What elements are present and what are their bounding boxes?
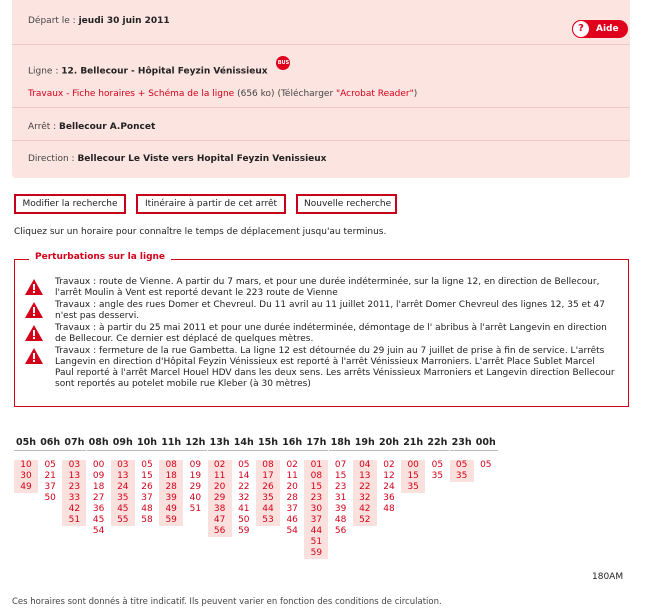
departure-time-link[interactable]: 28 (165, 482, 177, 492)
minutes-list (304, 460, 328, 559)
journey-info-panel (12, 0, 630, 178)
departure-time-link[interactable]: 08 (165, 460, 177, 470)
hour-label: 14h (232, 436, 256, 451)
departure-time-link[interactable]: 09 (92, 471, 105, 481)
departure-time-link[interactable]: 41 (238, 504, 250, 514)
hour-column (87, 436, 111, 537)
perturbation-text: Travaux : angle des rues Domer et Chevreul. Du 11 avril au 11 juillet 2011, l'arrêt Domer Chevreul des lignes 12, 35 et 47 n'est pas desservi. (55, 300, 605, 321)
departure-time-link[interactable]: 51 (310, 537, 323, 547)
perturbation-text: Travaux : à partir du 25 mai 2011 et pour une durée indéterminée, démontage de l' abribus à l'arrêt Langevin en direction de Bellecour. Ce dernier est déplacé de quelques mètres. (55, 323, 607, 344)
hour-label: 09h (111, 436, 135, 451)
departure-time-link[interactable]: 18 (165, 471, 177, 481)
departure-time-link[interactable]: 48 (141, 504, 153, 514)
divider (12, 44, 630, 45)
departure-time-link[interactable]: 23 (334, 482, 347, 492)
departure-time-link[interactable]: 59 (165, 515, 177, 525)
departure-time-link[interactable]: 05 (44, 460, 56, 470)
departure-time-link[interactable]: 05 (455, 460, 468, 470)
help-icon: ? (572, 20, 590, 38)
nouvelle-recherche-button[interactable]: Nouvelle recherche (296, 194, 397, 214)
departure-time-link[interactable]: 13 (68, 471, 81, 481)
departure-time-link[interactable]: 00 (407, 460, 419, 470)
minutes-list (256, 460, 280, 526)
departure-time-link[interactable]: 28 (286, 493, 298, 503)
departure-time-link[interactable]: 17 (262, 471, 274, 481)
departure-time-link[interactable]: 32 (238, 493, 250, 503)
departure-time-link[interactable]: 18 (92, 482, 105, 492)
aide-label: Aide (596, 24, 619, 34)
departure-time-link[interactable]: 37 (286, 504, 298, 514)
minutes-list (425, 460, 449, 482)
travaux-size: (656 ko) (237, 89, 275, 99)
departure-time-link[interactable]: 29 (189, 482, 202, 492)
departure-time-link[interactable]: 45 (117, 504, 129, 514)
departure-time-link[interactable]: 02 (286, 460, 298, 470)
hour-column (304, 436, 328, 559)
departure-time-link[interactable]: 50 (44, 493, 56, 503)
hour-column (256, 436, 280, 526)
departure-time-link[interactable]: 37 (44, 482, 56, 492)
departure-time-link[interactable]: 21 (44, 471, 56, 481)
hour-label: 10h (135, 436, 159, 451)
departure-time-link[interactable]: 03 (117, 460, 129, 470)
departure-time-link[interactable]: 58 (141, 515, 153, 525)
departure-time-link[interactable]: 48 (334, 515, 347, 525)
depart-label: Départ le : (28, 16, 76, 26)
minutes-list (232, 460, 256, 537)
departure-time-link[interactable]: 05 (480, 460, 492, 470)
hour-column (183, 436, 207, 515)
departure-time-link[interactable]: 35 (455, 471, 468, 481)
departure-time-link[interactable]: 44 (262, 504, 274, 514)
departure-time-link[interactable]: 13 (359, 471, 371, 481)
warning-icon (25, 302, 43, 318)
departure-time-link[interactable]: 03 (68, 460, 81, 470)
schedule-code: 180AM (592, 572, 624, 582)
hour-label: 08h (87, 436, 111, 451)
footer-note: Ces horaires sont donnés à titre indicatif. Ils peuvent varier en fonction des conditions de circulation. (12, 597, 442, 607)
departure-time-link[interactable]: 59 (238, 526, 250, 536)
departure-time-link[interactable]: 40 (189, 493, 202, 503)
departure-time-link[interactable]: 23 (68, 482, 81, 492)
departure-time-link[interactable]: 22 (359, 482, 371, 492)
hour-column (425, 436, 449, 482)
departure-time-link[interactable]: 52 (359, 515, 371, 525)
departure-time-link[interactable]: 09 (189, 460, 202, 470)
hour-column (377, 436, 401, 515)
aide-button[interactable] (572, 20, 628, 38)
hour-column (401, 436, 425, 493)
departure-time-link[interactable]: 12 (383, 471, 395, 481)
hour-column (208, 436, 232, 537)
hour-label: 16h (280, 436, 304, 451)
departure-time-link[interactable]: 37 (141, 493, 153, 503)
departure-time-link[interactable]: 42 (359, 504, 371, 514)
arret-name: Bellecour A.Poncet (59, 122, 156, 132)
hour-column (329, 436, 353, 537)
departure-time-link[interactable]: 13 (117, 471, 129, 481)
departure-time-link[interactable]: 11 (213, 471, 226, 481)
hour-column (135, 436, 159, 526)
hour-column (159, 436, 183, 526)
ligne-row (28, 60, 290, 78)
departure-time-link[interactable]: 14 (238, 471, 250, 481)
travaux-row (28, 89, 417, 99)
hour-label: 12h (183, 436, 207, 451)
minutes-list (208, 460, 232, 537)
hint-text: Cliquez sur un horaire pour connaître le temps de déplacement jusqu'au terminus. (14, 227, 387, 237)
departure-time-link[interactable]: 39 (334, 504, 347, 514)
direction-row (28, 154, 326, 164)
hour-label: 19h (353, 436, 377, 451)
hour-label: 15h (256, 436, 280, 451)
perturbations-box (14, 252, 629, 407)
warning-icon (25, 279, 43, 295)
departure-time-link[interactable]: 20 (213, 482, 226, 492)
departure-time-link[interactable]: 22 (238, 482, 250, 492)
minutes-list (353, 460, 377, 526)
departure-time-link[interactable]: 20 (286, 482, 298, 492)
departure-time-link[interactable]: 36 (92, 504, 105, 514)
hour-label: 13h (208, 436, 232, 451)
departure-time-link[interactable]: 35 (117, 493, 129, 503)
departure-time-link[interactable]: 56 (334, 526, 347, 536)
hour-column (38, 436, 62, 504)
minutes-list (159, 460, 183, 526)
departure-time-link[interactable]: 24 (383, 482, 395, 492)
minutes-list (280, 460, 304, 537)
hour-label: 21h (401, 436, 425, 451)
departure-time-link[interactable]: 35 (262, 493, 274, 503)
hour-label: 07h (62, 436, 86, 451)
divider (12, 107, 630, 108)
departure-time-link[interactable]: 56 (213, 526, 226, 536)
departure-time-link[interactable]: 54 (286, 526, 298, 536)
departure-time-link[interactable]: 15 (310, 482, 323, 492)
perturbations-title: Perturbations sur la ligne (29, 252, 171, 262)
arret-label: Arrêt : (28, 122, 57, 132)
departure-time-link[interactable]: 08 (310, 471, 323, 481)
departure-time-link[interactable]: 19 (189, 471, 202, 481)
hour-column (232, 436, 256, 537)
departure-time-link[interactable]: 07 (334, 460, 347, 470)
departure-time-link[interactable]: 10 (20, 460, 32, 470)
hour-column (450, 436, 474, 482)
departure-time-link[interactable]: 30 (20, 471, 32, 481)
modifier-recherche-button[interactable]: Modifier la recherche (14, 194, 126, 214)
departure-time-link[interactable]: 55 (117, 515, 129, 525)
hour-column (474, 436, 498, 471)
departure-time-link[interactable]: 39 (165, 493, 177, 503)
hour-label: 17h (304, 436, 328, 451)
departure-time-link[interactable]: 32 (359, 493, 371, 503)
departure-time-link[interactable]: 53 (262, 515, 274, 525)
warning-icon (25, 348, 43, 364)
departure-time-link[interactable]: 51 (68, 515, 81, 525)
minutes-list (135, 460, 159, 526)
minutes-list (62, 460, 86, 526)
hour-label: 18h (329, 436, 353, 451)
departure-time-link[interactable]: 29 (213, 493, 226, 503)
hour-column (14, 436, 38, 493)
travaux-link[interactable]: Travaux - Fiche horaires + Schéma de la ligne (28, 89, 235, 99)
warning-icon (25, 325, 43, 341)
hour-label: 00h (474, 436, 498, 451)
departure-time-link[interactable]: 27 (92, 493, 105, 503)
departure-time-link[interactable]: 42 (68, 504, 81, 514)
download-suffix: ) (413, 89, 418, 99)
hour-label: 06h (38, 436, 62, 451)
departure-time-link[interactable]: 05 (431, 460, 444, 470)
hour-label: 23h (450, 436, 474, 451)
hour-column (280, 436, 304, 537)
minutes-list (87, 460, 111, 537)
departure-time-link[interactable]: 35 (407, 482, 419, 492)
departure-time-link[interactable]: 59 (310, 548, 323, 558)
departure-time-link[interactable]: 01 (310, 460, 323, 470)
departure-time-link[interactable]: 26 (262, 482, 274, 492)
departure-time-link[interactable]: 15 (407, 471, 419, 481)
departure-time-link[interactable]: 36 (383, 493, 395, 503)
departure-time-link[interactable]: 00 (92, 460, 105, 470)
ligne-label: Ligne : (28, 66, 59, 77)
direction-label: Direction : (28, 154, 75, 164)
departure-time-link[interactable]: 24 (117, 482, 129, 492)
hour-column (111, 436, 135, 526)
departure-time-link[interactable]: 47 (213, 515, 226, 525)
hour-label: 22h (425, 436, 449, 451)
divider (12, 140, 630, 141)
direction-name: Bellecour Le Viste vers Hopital Feyzin Venissieux (77, 154, 327, 164)
departure-time-link[interactable]: 35 (431, 471, 444, 481)
departure-time-link[interactable]: 50 (238, 515, 250, 525)
hour-label: 11h (159, 436, 183, 451)
departure-time-link[interactable]: 38 (213, 504, 226, 514)
departure-time-link[interactable]: 11 (286, 471, 298, 481)
hour-column (62, 436, 86, 526)
departure-time-link[interactable]: 15 (141, 471, 153, 481)
departure-time-link[interactable]: 48 (383, 504, 395, 514)
minutes-list (183, 460, 207, 515)
departure-time-link[interactable]: 02 (213, 460, 226, 470)
departure-time-link[interactable]: 08 (262, 460, 274, 470)
departure-time-link[interactable]: 04 (359, 460, 371, 470)
departure-time-link[interactable]: 02 (383, 460, 395, 470)
minutes-list (377, 460, 401, 515)
ligne-name: 12. Bellecour - Hôpital Feyzin Vénissieux (61, 66, 268, 77)
departure-time-link[interactable]: 05 (141, 460, 153, 470)
arret-row (28, 122, 155, 132)
minutes-list (38, 460, 62, 504)
departure-time-link[interactable]: 30 (310, 504, 323, 514)
acrobat-link[interactable]: "Acrobat Reader" (336, 89, 414, 99)
minutes-list (474, 460, 498, 471)
departure-time-link[interactable]: 31 (334, 493, 347, 503)
minutes-list (111, 460, 135, 526)
perturbation-text: Travaux : route de Vienne. A partir du 7 mars, et pour une durée indéterminée, sur la ligne 12, en direction de Bellecour, l'arrêt Moulin à Vent est reporté devant le 223 route de Vienne (55, 277, 600, 298)
hour-column (353, 436, 377, 526)
departure-time-link[interactable]: 49 (20, 482, 32, 492)
perturbation-text: Travaux : fermeture de la rue Gambetta. La ligne 12 est détournée du 29 juin au 7 juillet de prise à fin de service. L'arrêts Langevin en direction d'Hôpital Feyzin Vénissieux est reporté à l'arrêt Vénissieux Marroniers. L'arrêt Place Sublet Marcel Paul reporté à l'arrêt Marcel Houel HDV dans les deux sens. Les arrêts Vénissieux Marroniers et Langevin direction Bellecour sont reportés au potelet mobile rue Kleber (à 30 mètres) (55, 346, 615, 389)
departure-time-link[interactable]: 23 (310, 493, 323, 503)
departure-time-link[interactable]: 46 (286, 515, 298, 525)
departure-time-link[interactable]: 05 (238, 460, 250, 470)
minutes-list (401, 460, 425, 493)
departure-time-link[interactable]: 49 (165, 504, 177, 514)
departure-time-link[interactable]: 44 (310, 526, 323, 536)
hour-label: 20h (377, 436, 401, 451)
minutes-list (14, 460, 38, 493)
departure-time-link[interactable]: 33 (68, 493, 81, 503)
minutes-list (329, 460, 353, 537)
departure-time-link[interactable]: 54 (92, 526, 105, 536)
bus-icon: BUS (276, 56, 290, 70)
hour-label: 05h (14, 436, 38, 451)
depart-date: jeudi 30 juin 2011 (78, 16, 170, 26)
departure-time-link[interactable]: 26 (141, 482, 153, 492)
departure-time-link[interactable]: 45 (92, 515, 105, 525)
departure-time-link[interactable]: 37 (310, 515, 323, 525)
minutes-list (450, 460, 474, 482)
download-prefix: (Télécharger (277, 89, 334, 99)
itineraire-button[interactable]: Itinéraire à partir de cet arrêt (136, 194, 286, 214)
departure-time-link[interactable]: 15 (334, 471, 347, 481)
depart-row (28, 16, 170, 26)
departure-time-link[interactable]: 51 (189, 504, 202, 514)
